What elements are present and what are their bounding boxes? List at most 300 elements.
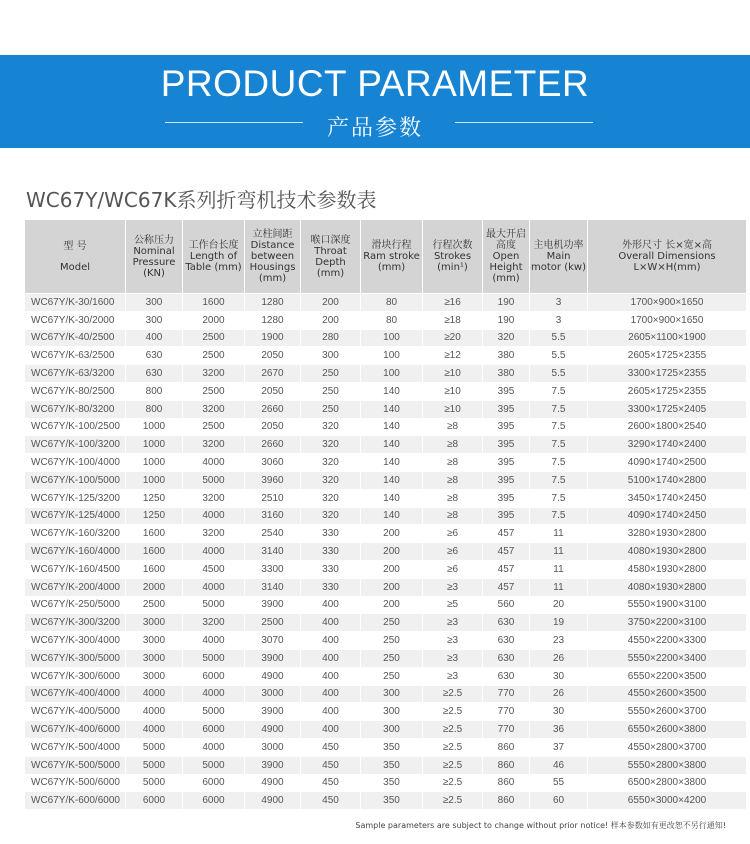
- table-row: [25, 329, 747, 347]
- table-cell: 300: [126, 311, 183, 329]
- table-cell: 395: [483, 507, 530, 525]
- column-header-en: Overall Dimensions L×W×H(mm): [618, 251, 716, 273]
- column-header-en: Nominal Pressure (KN): [132, 245, 176, 279]
- table-cell: 140: [361, 418, 423, 436]
- table-cell: 46: [530, 756, 588, 774]
- table-cell: 395: [483, 418, 530, 436]
- column-header-en: Open Height (mm): [489, 251, 523, 284]
- table-cell: 400: [301, 596, 361, 614]
- table-cell: 4080×1930×2800: [588, 578, 747, 596]
- table-cell: ≥20: [423, 329, 483, 347]
- table-cell: 3900: [245, 756, 301, 774]
- table-cell: 2605×1725×2355: [588, 347, 747, 365]
- table-title: WC67Y/WC67K系列折弯机技术参数表: [26, 188, 377, 212]
- model-cell: WC67Y/K-500/6000: [25, 774, 126, 792]
- table-cell: 3300×1725×2355: [588, 365, 747, 383]
- table-cell: ≥10: [423, 400, 483, 418]
- table-cell: 330: [301, 525, 361, 543]
- table-cell: 3: [530, 294, 588, 312]
- table-cell: 2000: [126, 578, 183, 596]
- table-cell: 630: [483, 649, 530, 667]
- table-cell: 395: [483, 471, 530, 489]
- table-cell: 6550×2200×3500: [588, 667, 747, 685]
- table-cell: 1600: [183, 294, 245, 312]
- column-header-cn: 型 号: [63, 240, 87, 252]
- table-cell: 770: [483, 703, 530, 721]
- table-cell: ≥2.5: [423, 685, 483, 703]
- table-cell: 30: [530, 667, 588, 685]
- table-cell: 3000: [126, 667, 183, 685]
- table-cell: 200: [361, 543, 423, 561]
- column-header-en: Length of Table (mm): [185, 251, 242, 273]
- table-cell: 7.5: [530, 489, 588, 507]
- table-cell: 1900: [245, 329, 301, 347]
- table-cell: 11: [530, 543, 588, 561]
- table-cell: 2500: [183, 382, 245, 400]
- table-cell: 100: [361, 347, 423, 365]
- table-cell: 300: [126, 294, 183, 312]
- table-row: [25, 703, 747, 721]
- table-cell: 4000: [183, 578, 245, 596]
- column-header-cn: 立柱间距: [252, 229, 293, 240]
- table-cell: 5000: [126, 774, 183, 792]
- table-cell: 3200: [183, 400, 245, 418]
- table-cell: 1000: [126, 418, 183, 436]
- table-cell: 1250: [126, 489, 183, 507]
- table-cell: 4000: [183, 507, 245, 525]
- table-cell: 3000: [245, 685, 301, 703]
- column-header-en: Distance between Housings (mm): [249, 240, 296, 284]
- table-cell: 4550×2600×3500: [588, 685, 747, 703]
- table-cell: ≥2.5: [423, 721, 483, 739]
- table-cell: ≥10: [423, 382, 483, 400]
- table-cell: 5.5: [530, 347, 588, 365]
- table-row: [25, 418, 747, 436]
- table-cell: ≥12: [423, 347, 483, 365]
- column-header: [126, 220, 183, 294]
- table-cell: 26: [530, 685, 588, 703]
- table-cell: 140: [361, 507, 423, 525]
- table-cell: 3900: [245, 649, 301, 667]
- table-cell: 450: [301, 738, 361, 756]
- table-header: [25, 220, 747, 294]
- table-row: [25, 400, 747, 418]
- table-cell: 3280×1930×2800: [588, 525, 747, 543]
- table-cell: ≥5: [423, 596, 483, 614]
- model-cell: WC67Y/K-80/3200: [25, 400, 126, 418]
- table-cell: 3140: [245, 578, 301, 596]
- table-cell: 1600: [126, 525, 183, 543]
- model-cell: WC67Y/K-300/3200: [25, 614, 126, 632]
- table-row: [25, 471, 747, 489]
- table-cell: 300: [361, 685, 423, 703]
- table-cell: 770: [483, 721, 530, 739]
- model-cell: WC67Y/K-80/2500: [25, 382, 126, 400]
- table-cell: 1600: [126, 543, 183, 561]
- model-cell: WC67Y/K-200/4000: [25, 578, 126, 596]
- table-cell: 1280: [245, 294, 301, 312]
- table-cell: 2500: [183, 418, 245, 436]
- table-cell: 3000: [126, 632, 183, 650]
- table-cell: 250: [361, 614, 423, 632]
- table-cell: 400: [301, 632, 361, 650]
- table-cell: 6550×3000×4200: [588, 792, 747, 810]
- table-cell: 860: [483, 756, 530, 774]
- table-cell: 80: [361, 311, 423, 329]
- table-row: [25, 614, 747, 632]
- table-cell: ≥3: [423, 614, 483, 632]
- column-header-en: Model: [59, 261, 91, 273]
- table-cell: 250: [361, 632, 423, 650]
- table-cell: ≥3: [423, 649, 483, 667]
- table-cell: 350: [361, 756, 423, 774]
- model-cell: WC67Y/K-300/4000: [25, 632, 126, 650]
- table-cell: 380: [483, 347, 530, 365]
- table-cell: 250: [301, 382, 361, 400]
- table-row: [25, 489, 747, 507]
- table-cell: 320: [301, 471, 361, 489]
- banner-title: PRODUCT PARAMETER: [160, 63, 590, 104]
- table-cell: 4080×1930×2800: [588, 543, 747, 561]
- table-cell: 6550×2600×3800: [588, 721, 747, 739]
- table-cell: 320: [301, 436, 361, 454]
- table-row: [25, 756, 747, 774]
- table-cell: 4900: [245, 792, 301, 810]
- header-row: [25, 220, 747, 294]
- column-header-en: Main motor (kw): [531, 251, 586, 273]
- model-cell: WC67Y/K-100/5000: [25, 471, 126, 489]
- table-cell: 395: [483, 382, 530, 400]
- model-cell: WC67Y/K-100/4000: [25, 454, 126, 472]
- table-cell: 320: [301, 507, 361, 525]
- table-cell: 5550×1900×3100: [588, 596, 747, 614]
- table-cell: 3200: [183, 436, 245, 454]
- table-cell: 4900: [245, 774, 301, 792]
- table-cell: 3900: [245, 703, 301, 721]
- table-cell: 5.5: [530, 329, 588, 347]
- table-cell: 26: [530, 649, 588, 667]
- table-cell: 3290×1740×2400: [588, 436, 747, 454]
- column-header: [423, 220, 483, 294]
- table-cell: 5550×2800×3800: [588, 756, 747, 774]
- table-cell: 5000: [183, 596, 245, 614]
- table-cell: 350: [361, 738, 423, 756]
- column-header-cn: 主电机功率: [533, 240, 584, 251]
- table-cell: 140: [361, 382, 423, 400]
- table-cell: 2050: [245, 418, 301, 436]
- table-row: [25, 596, 747, 614]
- table-cell: 2500: [245, 614, 301, 632]
- table-cell: 200: [301, 311, 361, 329]
- table-cell: 60: [530, 792, 588, 810]
- table-cell: 1600: [126, 560, 183, 578]
- table-cell: 4000: [183, 738, 245, 756]
- table-cell: 800: [126, 382, 183, 400]
- table-cell: 5.5: [530, 365, 588, 383]
- table-cell: 190: [483, 311, 530, 329]
- table-cell: 36: [530, 721, 588, 739]
- table-cell: 3140: [245, 543, 301, 561]
- table-cell: 4000: [126, 721, 183, 739]
- table-cell: 630: [126, 365, 183, 383]
- table-cell: 30: [530, 703, 588, 721]
- table-cell: 6000: [183, 667, 245, 685]
- table-cell: 200: [361, 596, 423, 614]
- table-cell: 4090×1740×2500: [588, 454, 747, 472]
- table-row: [25, 382, 747, 400]
- table-cell: 400: [301, 685, 361, 703]
- column-header: [183, 220, 245, 294]
- table-row: [25, 454, 747, 472]
- column-header: [483, 220, 530, 294]
- model-cell: WC67Y/K-500/4000: [25, 738, 126, 756]
- table-cell: 4000: [183, 454, 245, 472]
- table-cell: 630: [483, 632, 530, 650]
- table-cell: 400: [301, 721, 361, 739]
- column-header: [530, 220, 588, 294]
- table-row: [25, 667, 747, 685]
- table-cell: 4000: [126, 685, 183, 703]
- table-cell: 395: [483, 489, 530, 507]
- table-cell: 5100×1740×2800: [588, 471, 747, 489]
- table-cell: 400: [301, 703, 361, 721]
- table-cell: 55: [530, 774, 588, 792]
- column-header-cn: 喉口深度: [310, 234, 351, 246]
- table-cell: 3200: [183, 489, 245, 507]
- table-cell: ≥8: [423, 418, 483, 436]
- table-cell: ≥16: [423, 294, 483, 312]
- table-cell: ≥3: [423, 667, 483, 685]
- table-cell: ≥8: [423, 454, 483, 472]
- model-cell: WC67Y/K-125/4000: [25, 507, 126, 525]
- table-cell: 1700×900×1650: [588, 294, 747, 312]
- table-cell: 3000: [126, 614, 183, 632]
- table-cell: 4000: [183, 685, 245, 703]
- table-cell: 330: [301, 578, 361, 596]
- table-row: [25, 632, 747, 650]
- table-cell: ≥6: [423, 543, 483, 561]
- table-row: [25, 685, 747, 703]
- table-cell: ≥18: [423, 311, 483, 329]
- table-cell: 4550×2800×3700: [588, 738, 747, 756]
- table-cell: ≥8: [423, 489, 483, 507]
- table-cell: 140: [361, 436, 423, 454]
- table-cell: 5000: [126, 738, 183, 756]
- table-cell: ≥2.5: [423, 756, 483, 774]
- model-cell: WC67Y/K-40/2500: [25, 329, 126, 347]
- table-cell: ≥2.5: [423, 792, 483, 810]
- table-cell: 860: [483, 774, 530, 792]
- column-header: [361, 220, 423, 294]
- table-cell: 400: [301, 649, 361, 667]
- table-cell: 4900: [245, 721, 301, 739]
- table-cell: 2605×1100×1900: [588, 329, 747, 347]
- model-cell: WC67Y/K-400/4000: [25, 685, 126, 703]
- table-cell: 3750×2200×3100: [588, 614, 747, 632]
- table-cell: 1280: [245, 311, 301, 329]
- parameter-table: [24, 219, 747, 810]
- table-cell: 560: [483, 596, 530, 614]
- table-cell: 2540: [245, 525, 301, 543]
- table-cell: 1000: [126, 454, 183, 472]
- table-cell: 770: [483, 685, 530, 703]
- table-cell: 457: [483, 525, 530, 543]
- table-cell: 7.5: [530, 507, 588, 525]
- table-cell: 457: [483, 543, 530, 561]
- table-cell: ≥10: [423, 365, 483, 383]
- table-cell: 450: [301, 756, 361, 774]
- column-header-cn: 滑块行程: [371, 240, 412, 251]
- table-cell: 350: [361, 774, 423, 792]
- table-cell: 200: [361, 578, 423, 596]
- table-cell: 4900: [245, 667, 301, 685]
- table-cell: 3060: [245, 454, 301, 472]
- table-cell: 11: [530, 525, 588, 543]
- table-cell: 1000: [126, 436, 183, 454]
- table-cell: 320: [483, 329, 530, 347]
- table-row: [25, 792, 747, 810]
- table-cell: 20: [530, 596, 588, 614]
- table-cell: 140: [361, 400, 423, 418]
- table-cell: 400: [301, 614, 361, 632]
- table-cell: 1000: [126, 471, 183, 489]
- table-cell: ≥6: [423, 525, 483, 543]
- table-cell: 395: [483, 400, 530, 418]
- table-cell: 450: [301, 774, 361, 792]
- table-cell: 280: [301, 329, 361, 347]
- table-cell: 320: [301, 454, 361, 472]
- table-cell: 3200: [183, 525, 245, 543]
- parameter-table-wrapper: [24, 219, 746, 810]
- table-cell: 860: [483, 738, 530, 756]
- table-cell: 200: [301, 294, 361, 312]
- table-cell: 7.5: [530, 436, 588, 454]
- table-cell: 3160: [245, 507, 301, 525]
- table-cell: 2600×1800×2540: [588, 418, 747, 436]
- table-row: [25, 578, 747, 596]
- table-cell: 7.5: [530, 400, 588, 418]
- table-row: [25, 365, 747, 383]
- table-cell: 6000: [126, 792, 183, 810]
- table-cell: 3070: [245, 632, 301, 650]
- table-cell: 250: [361, 649, 423, 667]
- table-cell: 3960: [245, 471, 301, 489]
- table-cell: 250: [301, 365, 361, 383]
- table-row: [25, 507, 747, 525]
- table-cell: 320: [301, 418, 361, 436]
- column-header-cn: 工作台长度: [188, 240, 239, 251]
- table-cell: 2660: [245, 400, 301, 418]
- model-cell: WC67Y/K-160/4500: [25, 560, 126, 578]
- table-cell: 2500: [183, 329, 245, 347]
- table-row: [25, 294, 747, 312]
- table-cell: 3: [530, 311, 588, 329]
- table-cell: 100: [361, 365, 423, 383]
- table-cell: 3000: [126, 649, 183, 667]
- model-cell: WC67Y/K-100/3200: [25, 436, 126, 454]
- column-header: [25, 220, 126, 294]
- table-cell: 6000: [183, 721, 245, 739]
- table-row: [25, 311, 747, 329]
- table-cell: 2605×1725×2355: [588, 382, 747, 400]
- table-cell: 3200: [183, 614, 245, 632]
- table-cell: 140: [361, 489, 423, 507]
- model-cell: WC67Y/K-400/5000: [25, 703, 126, 721]
- table-cell: 300: [301, 347, 361, 365]
- table-cell: 630: [483, 614, 530, 632]
- table-row: [25, 525, 747, 543]
- table-cell: 3900: [245, 596, 301, 614]
- table-cell: 630: [126, 347, 183, 365]
- table-cell: 5550×2200×3400: [588, 649, 747, 667]
- column-header-en: Throat Depth (mm): [314, 245, 347, 279]
- table-cell: 5000: [183, 471, 245, 489]
- table-cell: 4000: [183, 543, 245, 561]
- table-cell: 11: [530, 578, 588, 596]
- table-cell: 2000: [183, 311, 245, 329]
- column-header: [301, 220, 361, 294]
- table-cell: 11: [530, 560, 588, 578]
- table-cell: 4000: [183, 632, 245, 650]
- table-cell: 7.5: [530, 454, 588, 472]
- table-cell: 4580×1930×2800: [588, 560, 747, 578]
- table-cell: 200: [361, 525, 423, 543]
- table-cell: 200: [361, 560, 423, 578]
- table-cell: 300: [361, 703, 423, 721]
- table-cell: 3300: [245, 560, 301, 578]
- column-header-cn: 行程次数: [432, 240, 473, 251]
- banner-divider-right: [455, 122, 593, 123]
- model-cell: WC67Y/K-125/3200: [25, 489, 126, 507]
- table-cell: 2500: [183, 347, 245, 365]
- table-cell: 800: [126, 400, 183, 418]
- table-cell: 4090×1740×2450: [588, 507, 747, 525]
- table-cell: ≥2.5: [423, 774, 483, 792]
- column-header-cn: 外形尺寸 长×宽×高: [622, 240, 712, 251]
- table-cell: ≥6: [423, 560, 483, 578]
- table-row: [25, 649, 747, 667]
- table-cell: 5000: [183, 703, 245, 721]
- table-cell: 140: [361, 471, 423, 489]
- table-cell: 37: [530, 738, 588, 756]
- model-cell: WC67Y/K-30/2000: [25, 311, 126, 329]
- footnote: Sample parameters are subject to change without prior notice! 样本参数如有更改恕不另行通知!: [355, 821, 726, 830]
- table-cell: 250: [301, 400, 361, 418]
- table-cell: 23: [530, 632, 588, 650]
- table-cell: 190: [483, 294, 530, 312]
- table-cell: 1250: [126, 507, 183, 525]
- table-cell: 3000: [245, 738, 301, 756]
- table-cell: 400: [301, 667, 361, 685]
- table-cell: 330: [301, 543, 361, 561]
- table-cell: 380: [483, 365, 530, 383]
- table-cell: 457: [483, 578, 530, 596]
- table-cell: 395: [483, 454, 530, 472]
- table-cell: 450: [301, 792, 361, 810]
- model-cell: WC67Y/K-160/4000: [25, 543, 126, 561]
- table-cell: 630: [483, 667, 530, 685]
- column-header-en: Ram stroke (mm): [363, 251, 420, 273]
- table-body: [25, 294, 747, 810]
- table-cell: 5000: [126, 756, 183, 774]
- table-cell: 457: [483, 560, 530, 578]
- model-cell: WC67Y/K-400/6000: [25, 721, 126, 739]
- table-cell: ≥3: [423, 632, 483, 650]
- model-cell: WC67Y/K-250/5000: [25, 596, 126, 614]
- table-cell: 5550×2600×3700: [588, 703, 747, 721]
- table-cell: 860: [483, 792, 530, 810]
- table-cell: 3200: [183, 365, 245, 383]
